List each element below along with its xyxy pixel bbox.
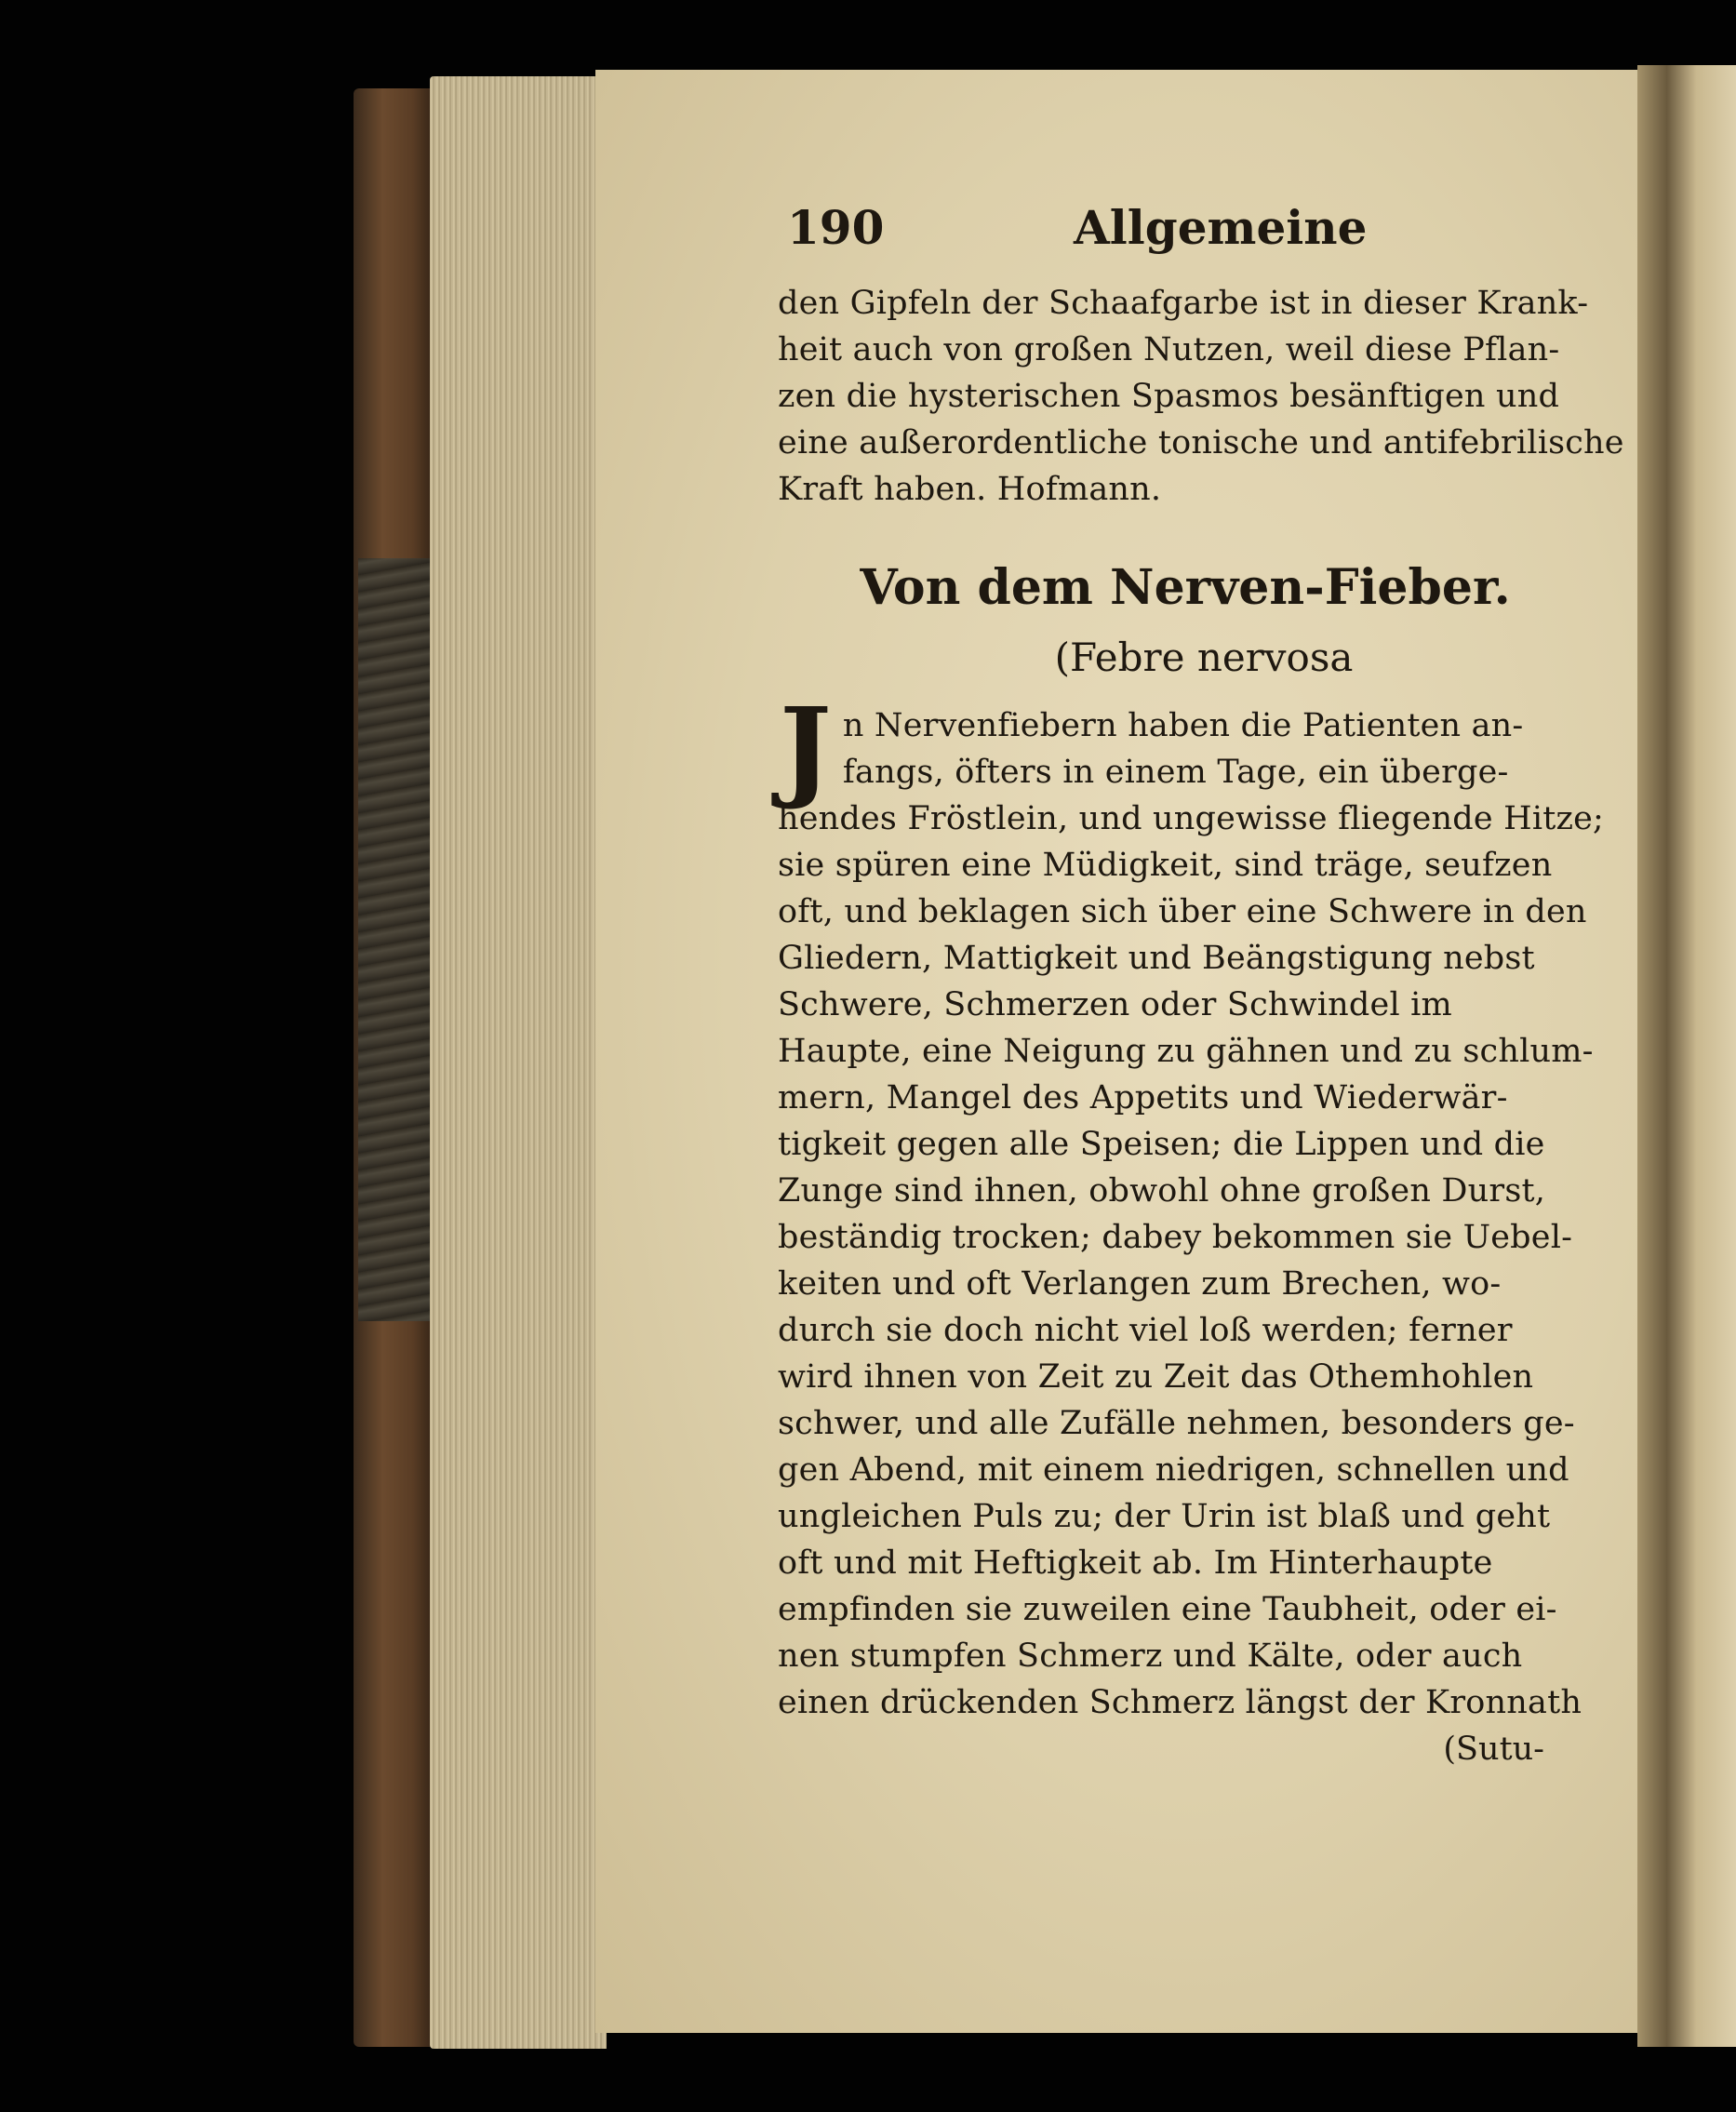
text-line: den Gipfeln der Schaafgarbe ist in dieser Krank- (778, 285, 1589, 322)
page-header (778, 200, 1593, 276)
text-line: Gliedern, Mattigkeit und Beängstigung nebst (778, 940, 1535, 977)
text-line: Schwere, Schmerzen oder Schwindel im (778, 986, 1452, 1023)
text-line: Zunge sind ihnen, obwohl ohne großen Durst, (778, 1172, 1546, 1210)
text-line: fangs, öfters in einem Tage, ein überge- (842, 754, 1509, 791)
text-line: oft und mit Heftigkeit ab. Im Hinterhaupte (778, 1544, 1493, 1582)
text-line: sie spüren eine Müdigkeit, sind träge, seufzen (778, 847, 1553, 884)
text-line: n Nervenfiebern haben die Patienten an- (842, 707, 1524, 744)
catchword: (Sutu- (1443, 1731, 1544, 1768)
text-line: empfinden sie zuweilen eine Taubheit, oder ei- (778, 1591, 1557, 1628)
drop-initial: J (780, 683, 832, 812)
text-line: nen stumpfen Schmerz und Kälte, oder auch (778, 1637, 1523, 1675)
running-title: Allgemeine (1074, 200, 1368, 255)
text-line: gen Abend, mit einem niedrigen, schnellen und (778, 1451, 1569, 1489)
text-line: wird ihnen von Zeit zu Zeit das Othemhohlen (778, 1358, 1534, 1396)
text-line: Haupte, eine Neigung zu gähnen und zu schlum- (778, 1033, 1594, 1070)
text-line: ungleichen Puls zu; der Urin ist blaß und geht (778, 1498, 1551, 1535)
page-number: 190 (787, 200, 885, 255)
text-line: hendes Fröstlein, und ungewisse fliegende Hitze; (778, 800, 1605, 837)
text-line: oft, und beklagen sich über eine Schwere in den (778, 893, 1587, 930)
text-line: tigkeit gegen alle Speisen; die Lippen und die (778, 1126, 1545, 1163)
book-gutter (1637, 65, 1736, 2047)
intro-paragraph (778, 280, 1624, 513)
page-text (778, 200, 1624, 1772)
section-subheading: (Febre nervosa (1054, 635, 1354, 680)
body-paragraph (778, 683, 1605, 1726)
text-line: keiten und oft Verlangen zum Brechen, wo- (778, 1265, 1502, 1303)
text-line: Kraft haben. Hofmann. (778, 471, 1162, 508)
text-line: heit auch von großen Nutzen, weil diese Pflan- (778, 331, 1560, 368)
text-line: zen die hysterischen Spasmos besänftigen und (778, 378, 1560, 415)
section-heading: Von dem Nerven-Fieber. (860, 559, 1511, 616)
text-line: durch sie doch nicht viel loß werden; ferner (778, 1312, 1513, 1349)
text-line: einen drückenden Schmerz längst der Kronnath (778, 1684, 1582, 1721)
text-line: eine außerordentliche tonische und antifebrilische (778, 424, 1624, 461)
text-line: beständig trocken; dabey bekommen sie Uebel- (778, 1219, 1573, 1256)
cover-marbled-band (358, 558, 433, 1321)
page-edges (430, 76, 607, 2049)
text-line: mern, Mangel des Appetits und Wiederwär- (778, 1079, 1508, 1116)
text-line: schwer, und alle Zufälle nehmen, besonders ge- (778, 1405, 1575, 1442)
